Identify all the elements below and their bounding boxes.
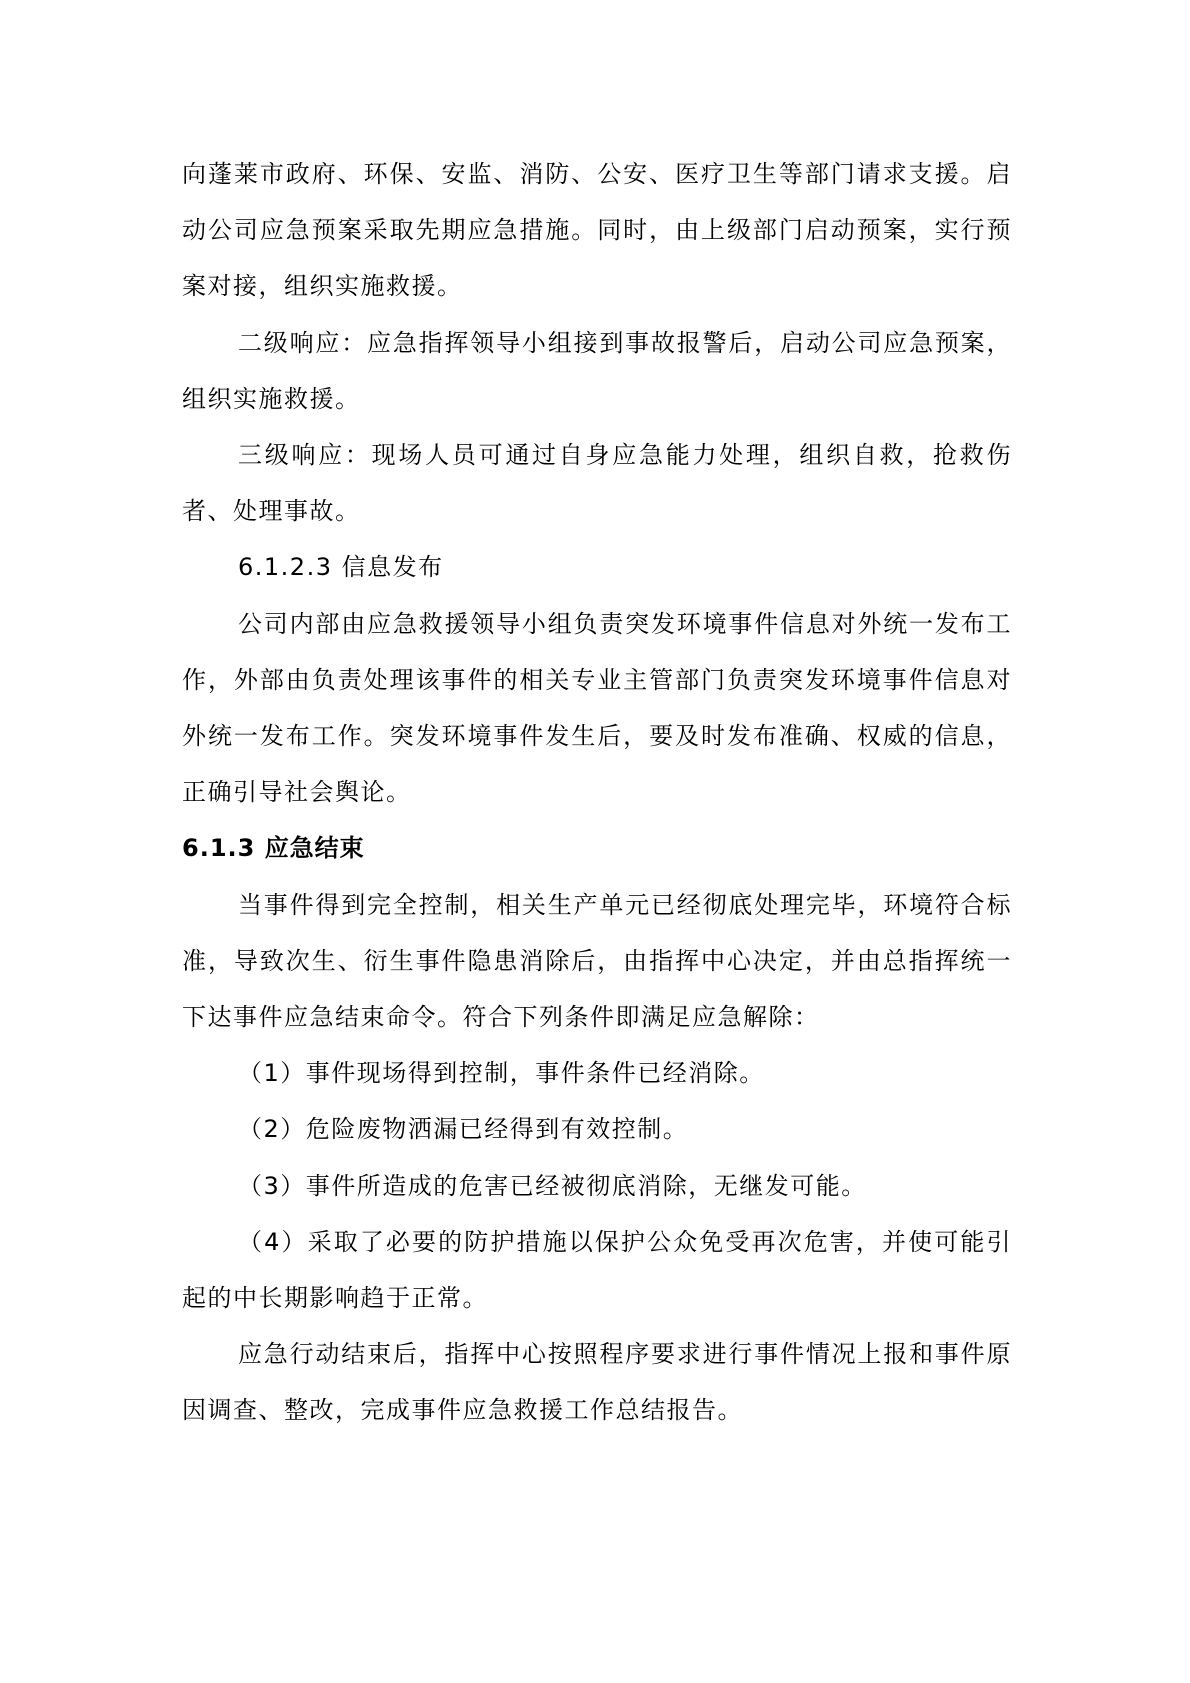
list-item-condition-2: （2）危险废物洒漏已经得到有效控制。 [238, 1115, 689, 1144]
paragraph-info-release: 公司内部由应急救援领导小组负责突发环境事件信息对外统一发布工作，外部由负责处理该事件的相关专业主管部门负责突发环境事件信息对外统一发布工作。突发环境事件发生后，要及时发布准确、权威的信息，正确引导社会舆论。 [182, 609, 1012, 807]
paragraph-support-request: 向蓬莱市政府、环保、安监、消防、公安、医疗卫生等部门请求支援。启动公司应急预案采取先期应急措施。同时，由上级部门启动预案，实行预案对接，组织实施救援。 [182, 160, 1012, 301]
subsection-title-info-release: 6.1.2.3 信息发布 [238, 553, 444, 582]
list-item-condition-1: （1）事件现场得到控制，事件条件已经消除。 [238, 1059, 765, 1088]
list-item-condition-3: （3）事件所造成的危害已经被彻底消除，无继发可能。 [238, 1171, 867, 1200]
section-heading-emergency-end: 6.1.3 应急结束 [182, 834, 365, 863]
paragraph-after-action: 应急行动结束后，指挥中心按照程序要求进行事件情况上报和事件原因调查、整改，完成事件应急救援工作总结报告。 [182, 1340, 1012, 1425]
document-body [182, 146, 1012, 1439]
paragraph-emergency-end: 当事件得到完全控制，相关生产单元已经彻底处理完毕，环境符合标准，导致次生、衍生事件隐患消除后，由指挥中心决定，并由总指挥统一下达事件应急结束命令。符合下列条件即满足应急解除： [182, 890, 1012, 1032]
paragraph-level-three-response: 三级响应：现场人员可通过自身应急能力处理，组织自救，抢救伤者、处理事故。 [182, 441, 1012, 526]
paragraph-level-two-response: 二级响应：应急指挥领导小组接到事故报警后，启动公司应急预案，组织实施救援。 [182, 328, 1012, 413]
list-item-condition-4: （4）采取了必要的防护措施以保护公众免受再次危害，并使可能引起的中长期影响趋于正常。 [182, 1227, 1012, 1313]
